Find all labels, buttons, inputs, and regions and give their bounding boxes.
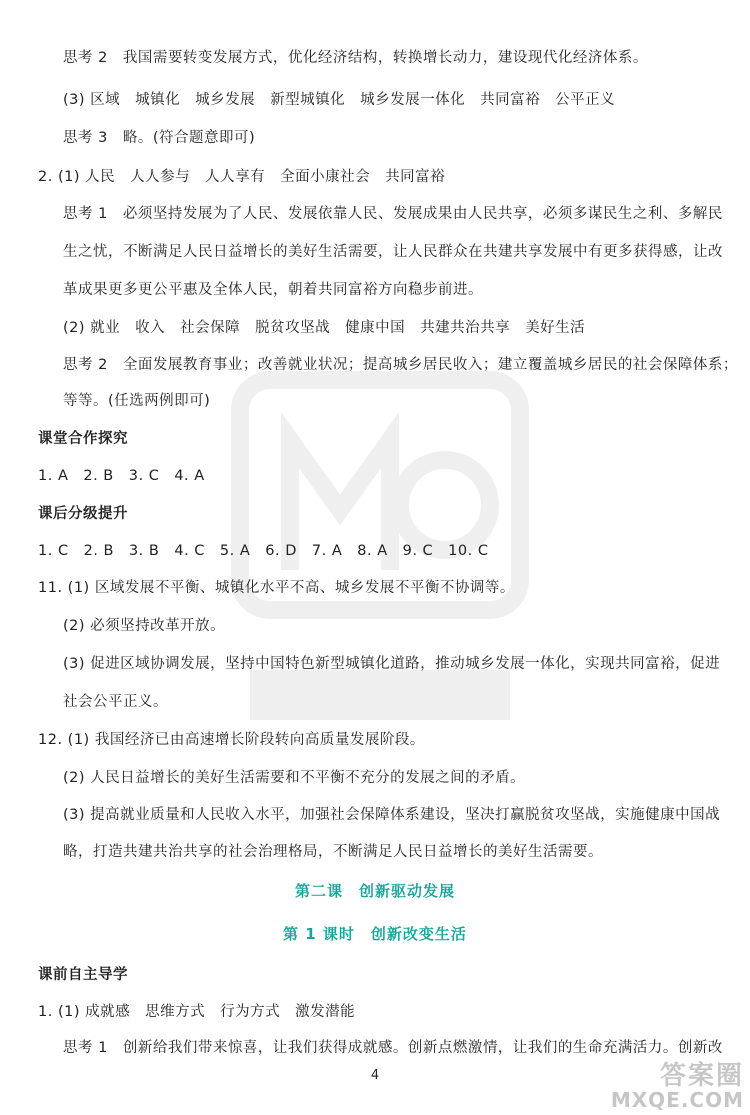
section-heading: 课前自主导学 bbox=[38, 967, 128, 983]
text-line: 革成果更多更公平惠及全体人民，朝着共同富裕方向稳步前进。 bbox=[63, 282, 483, 298]
text-line: 思考 1 必须坚持发展为了人民、发展依靠人民、发展成果由人民共享，必须多谋民生之利、多解民 bbox=[63, 206, 723, 222]
text-line: 等等。(任选两例即可) bbox=[63, 393, 211, 409]
section-heading: 课堂合作探究 bbox=[38, 431, 128, 447]
corner-watermark bbox=[610, 1060, 744, 1112]
text-line: (3) 提高就业质量和人民收入水平，加强社会保障体系建设，坚决打赢脱贫攻坚战，实施健康中国战 bbox=[63, 807, 721, 823]
text-line: (3) 促进区域协调发展，坚持中国特色新型城镇化道路，推动城乡发展一体化，实现共同富裕，促进 bbox=[63, 656, 721, 672]
text-line: 略，打造共建共治共享的社会治理格局，不断满足人民日益增长的美好生活需要。 bbox=[63, 844, 603, 860]
text-line: 2. (1) 人民 人人参与 人人享有 全面小康社会 共同富裕 bbox=[38, 169, 446, 185]
lesson-heading: 第二课 创新驱动发展 bbox=[294, 882, 455, 900]
text-line: 思考 1 创新给我们带来惊喜，让我们获得成就感。创新点燃激情，让我们的生命充满活力。创新改 bbox=[63, 1040, 723, 1056]
text-line: (3) 区域 城镇化 城乡发展 新型城镇化 城乡发展一体化 共同富裕 公平正义 bbox=[63, 92, 616, 108]
text-line: 思考 2 全面发展教育事业；改善就业状况；提高城乡居民收入；建立覆盖城乡居民的社会保障体系； bbox=[63, 357, 738, 373]
answer-line: 1. C 2. B 3. B 4. C 5. A 6. D 7. A 8. A 9. C 10. C bbox=[38, 543, 489, 559]
text-line: 1. (1) 成就感 思维方式 行为方式 激发潜能 bbox=[38, 1004, 356, 1020]
section-heading: 课后分级提升 bbox=[38, 506, 128, 522]
answer-line: 1. A 2. B 3. C 4. A bbox=[38, 468, 205, 484]
page-number: 4 bbox=[370, 1068, 380, 1083]
text-line: 社会公平正义。 bbox=[63, 694, 168, 710]
text-line: 生之忧，不断满足人民日益增长的美好生活需要，让人民群众在共建共享发展中有更多获得感，让改 bbox=[63, 244, 723, 260]
text-line: (2) 就业 收入 社会保障 脱贫攻坚战 健康中国 共建共治共享 美好生活 bbox=[63, 320, 586, 336]
corner-watermark-url: MXQE.COM bbox=[610, 1088, 744, 1112]
text-line: 12. (1) 我国经济已由高速增长阶段转向高质量发展阶段。 bbox=[38, 732, 425, 748]
text-line: 思考 3 略。(符合题意即可) bbox=[63, 130, 256, 146]
text-line: (2) 必须坚持改革开放。 bbox=[63, 618, 226, 634]
text-line: 思考 2 我国需要转变发展方式，优化经济结构，转换增长动力，建设现代化经济体系。 bbox=[63, 50, 648, 66]
text-line: (2) 人民日益增长的美好生活需要和不平衡不充分的发展之间的矛盾。 bbox=[63, 770, 526, 786]
period-heading: 第 1 课时 创新改变生活 bbox=[283, 925, 467, 943]
text-line: 11. (1) 区域发展不平衡、城镇化水平不高、城乡发展不平衡不协调等。 bbox=[38, 580, 515, 596]
corner-watermark-title: 答案圈 bbox=[659, 1060, 744, 1091]
